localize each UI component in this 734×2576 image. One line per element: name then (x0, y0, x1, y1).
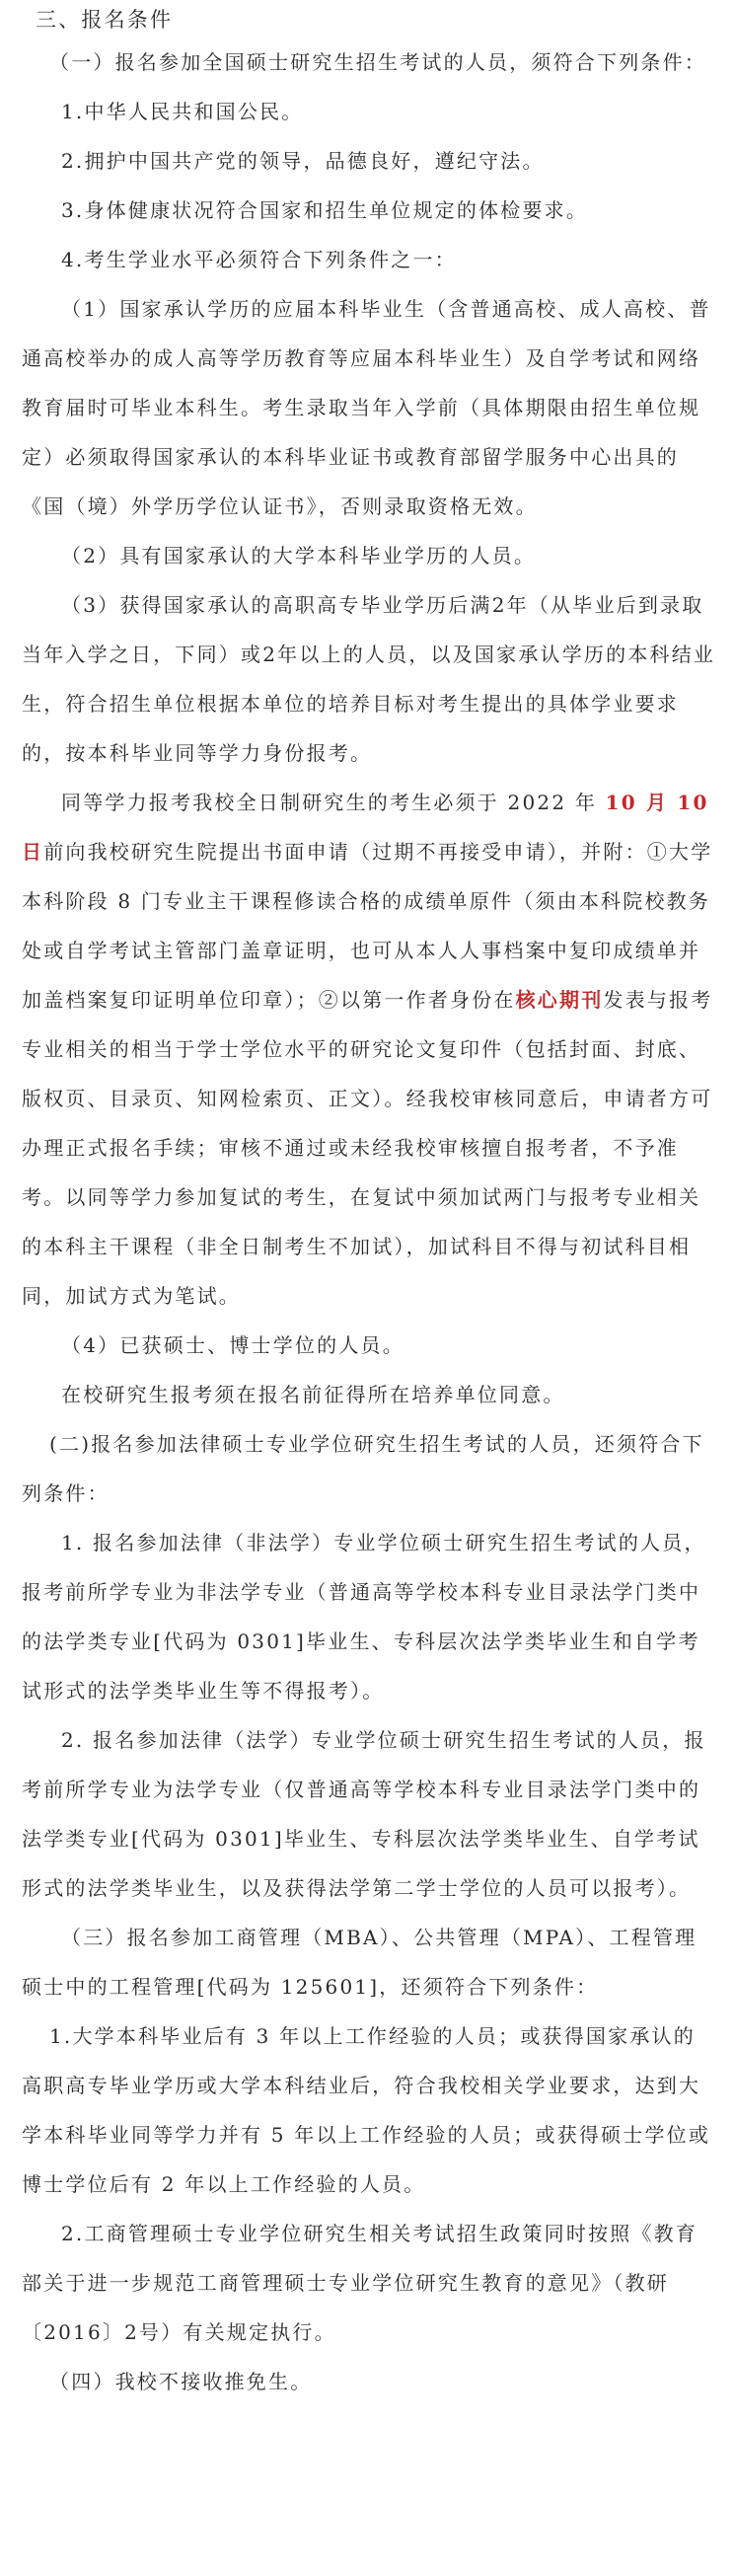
paragraph (22, 778, 716, 1321)
paragraph (22, 2011, 716, 2209)
paragraph-text: 1.中华人民共和国公民。 (61, 100, 304, 123)
paragraph-text: 2.拥护中国共产党的领导，品德良好，遵纪守法。 (61, 149, 545, 173)
paragraph-text: (二)报名参加法律硕士专业学位研究生招生考试的人员，还须符合下列条件： (22, 1432, 704, 1505)
paragraph-text: （3）获得国家承认的高职高专毕业学历后满2年（从毕业后到录取当年入学之日，下同）或2年以上的人员，以及国家承认学历的本科结业生，符合招生单位根据本单位的培养目标对考生提出的具体学业要求的，按本科毕业同等学力身份报考。 (22, 593, 716, 765)
paragraph (22, 136, 716, 186)
paragraph (22, 284, 716, 531)
paragraph (22, 235, 716, 284)
highlighted-text: 10 月 10 日 (22, 791, 709, 864)
paragraph (22, 531, 716, 580)
paragraph-text: 2. 报名参加法律（法学）专业学位硕士研究生招生考试的人员，报考前所学专业为法学专业（仅普通高等学校本科专业目录法学门类中的法学类专业[代码为 0301]毕业生、专科层次法学类毕业生、自学考试形式的法学类毕业生，以及获得法学第二学士学位的人员可以报考）。 (22, 1728, 706, 1900)
paragraph-text: 3.身体健康状况符合国家和招生单位规定的体检要求。 (61, 198, 589, 222)
paragraph-text: 1.大学本科毕业后有 3 年以上工作经验的人员；或获得国家承认的高职高专毕业学历或大学本科结业后，符合我校相关学业要求，达到大学本科毕业同等学力并有 5 年以上工作经验的人员；或获得硕士学位或博士学位后有 2 年以上工作经验的人员。 (22, 2024, 711, 2196)
paragraph (22, 1321, 716, 1370)
paragraph-text: （1）国家承认学历的应届本科毕业生（含普通高校、成人高校、普通高校举办的成人高等学历教育等应届本科毕业生）及自学考试和网络教育届时可毕业本科生。考生录取当年入学前（具体期限由招生单位规定）必须取得国家承认的本科毕业证书或教育部留学服务中心出具的《国（境）外学历学位认证书》，否则录取资格无效。 (22, 297, 711, 518)
paragraph-text: 同等学力报考我校全日制研究生的考生必须于 2022 年 (61, 791, 606, 814)
paragraph-text: （4）已获硕士、博士学位的人员。 (61, 1333, 404, 1357)
paragraph-text: 1. 报名参加法律（非法学）专业学位硕士研究生招生考试的人员，报考前所学专业为非法学专业（普通高等学校本科专业目录法学门类中的法学类专业[代码为 0301]毕业生、专科层次法学类毕业生和自学考试形式的法学类毕业生等不得报考）。 (22, 1531, 706, 1703)
paragraph-text: （2）具有国家承认的大学本科毕业学历的人员。 (61, 544, 537, 568)
paragraph (22, 2209, 716, 2357)
paragraph-text: 在校研究生报考须在报名前征得所在培养单位同意。 (61, 1383, 565, 1406)
paragraph (22, 186, 716, 235)
paragraph-text: （一）报名参加全国硕士研究生招生考试的人员，须符合下列条件： (49, 50, 706, 74)
section-heading: 三、报名条件 (36, 8, 174, 32)
document-body (22, 38, 716, 2406)
paragraph-text: 发表与报考专业相关的相当于学士学位水平的研究论文复印件（包括封面、封底、版权页、目录页、知网检索页、正文）。经我校审核同意后，申请者方可办理正式报名手续；审核不通过或未经我校审核擅自报考者，不予准考。以同等学力参加复试的考生，在复试中须加试两门与报考专业相关的本科主干课程（非全日制考生不加试），加试科目不得与初试科目相同，加试方式为笔试。 (22, 988, 713, 1308)
paragraph-text: 2.工商管理硕士专业学位研究生相关考试招生政策同时按照《教育部关于进一步规范工商管理硕士专业学位研究生教育的意见》（教研〔2016〕2号）有关规定执行。 (22, 2222, 698, 2344)
paragraph (22, 38, 716, 87)
paragraph (22, 1419, 716, 1518)
paragraph (22, 1913, 716, 2011)
paragraph-text: 前向我校研究生院提出书面申请（过期不再接受申请），并附：①大学本科阶段 8 门专业主干课程修读合格的成绩单原件（须由本科院校教务处或自学考试主管部门盖章证明，也可从本人人事档案中复印成绩单并加盖档案复印证明单位印章）；②以第一作者身份在 (22, 840, 713, 1012)
paragraph-text: （三）报名参加工商管理（MBA）、公共管理（MPA）、工程管理硕士中的工程管理[代码为 125601]，还须符合下列条件： (22, 1926, 697, 1999)
highlighted-text: 核心期刊 (515, 988, 604, 1012)
paragraph (22, 580, 716, 778)
paragraph (22, 1518, 716, 1715)
paragraph (22, 1370, 716, 1419)
paragraph (22, 87, 716, 136)
paragraph-text: （四）我校不接收推免生。 (49, 2370, 313, 2393)
paragraph (22, 2357, 716, 2406)
paragraph (22, 1715, 716, 1913)
paragraph-text: 4.考生学业水平必须符合下列条件之一： (61, 248, 457, 271)
